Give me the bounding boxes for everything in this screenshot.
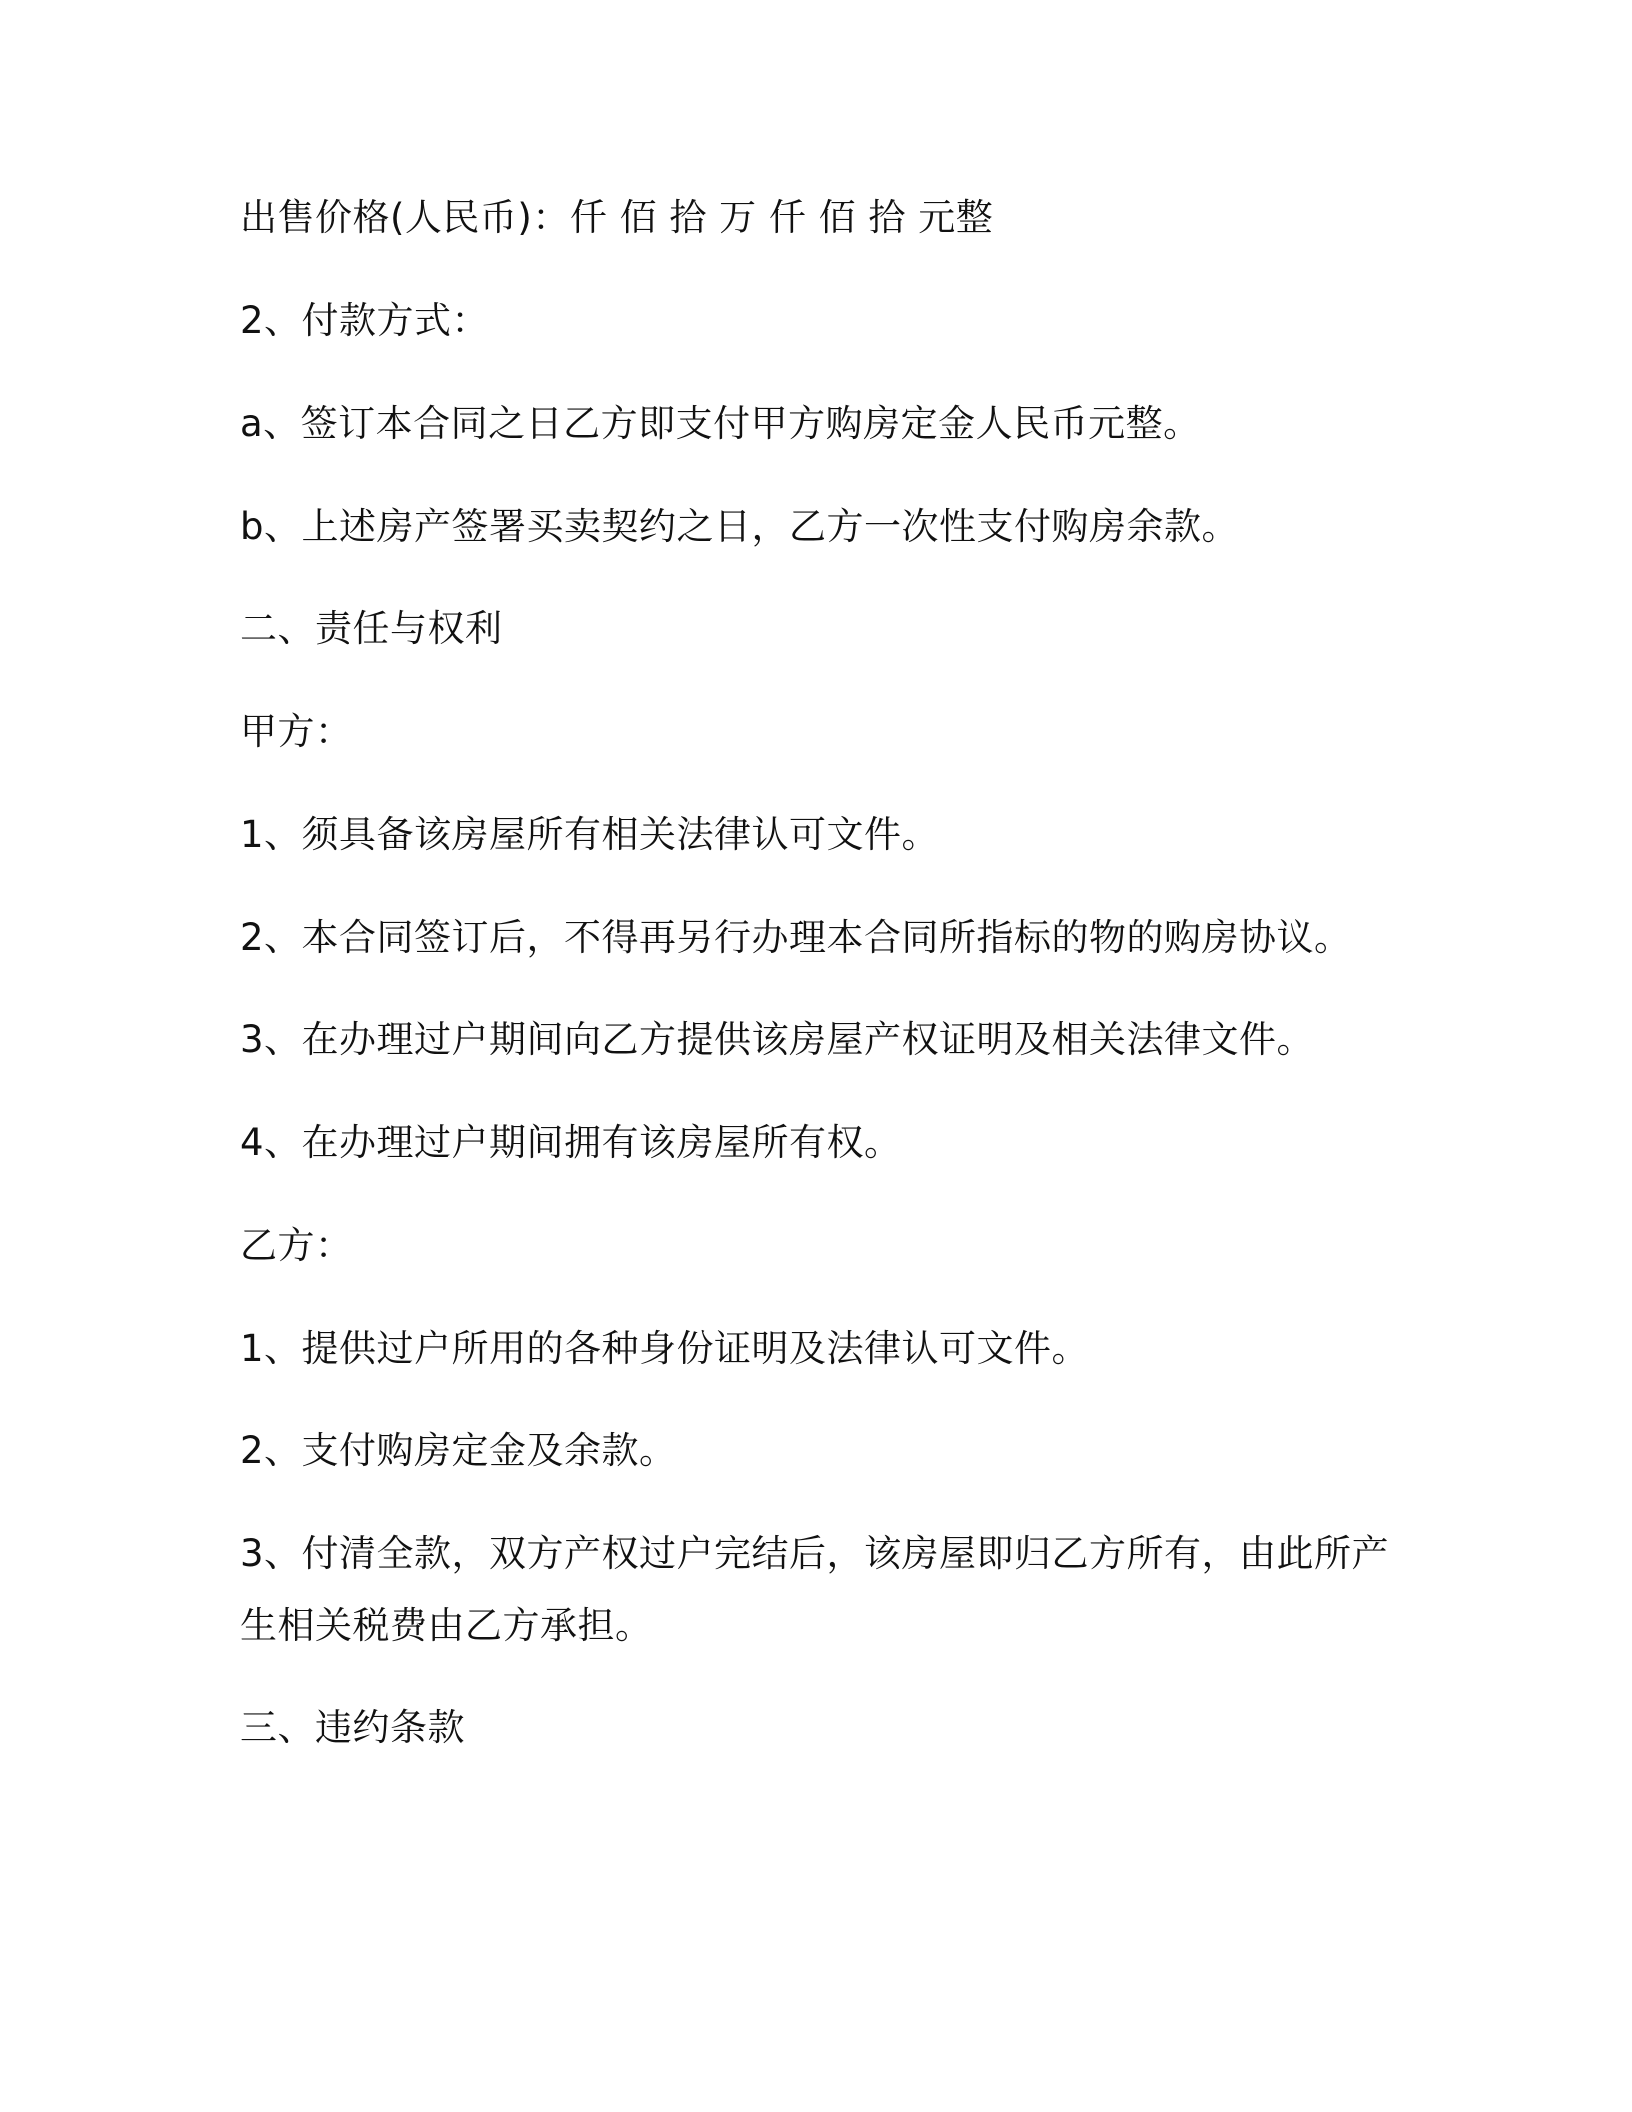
section-heading-breach: 三、违约条款 bbox=[240, 1706, 465, 1749]
payment-method-heading: 2、付款方式： bbox=[240, 299, 490, 342]
party-a-clause-4: 4、在办理过户期间拥有该房屋所有权。 bbox=[240, 1121, 902, 1164]
payment-clause-b: b、上述房产签署买卖契约之日，乙方一次性支付购房余款。 bbox=[240, 505, 1239, 548]
party-a-clause-1: 1、须具备该房屋所有相关法律认可文件。 bbox=[240, 813, 940, 856]
party-b-clause-3-line-1: 3、付清全款，双方产权过户完结后，该房屋即归乙方所有，由此所产 bbox=[240, 1532, 1390, 1575]
party-a-heading: 甲方： bbox=[240, 710, 353, 753]
party-b-clause-1: 1、提供过户所用的各种身份证明及法律认可文件。 bbox=[240, 1327, 1090, 1370]
party-b-heading: 乙方： bbox=[240, 1224, 353, 1267]
party-b-clause-2: 2、支付购房定金及余款。 bbox=[240, 1429, 677, 1472]
party-a-clause-2: 2、本合同签订后，不得再另行办理本合同所指标的物的购房协议。 bbox=[240, 916, 1352, 959]
payment-clause-a: a、签订本合同之日乙方即支付甲方购房定金人民币元整。 bbox=[240, 402, 1201, 445]
sale-price-line: 出售价格(人民币)：仟 佰 拾 万 仟 佰 拾 元整 bbox=[240, 196, 994, 239]
party-b-clause-3-line-2: 生相关税费由乙方承担。 bbox=[240, 1604, 653, 1647]
section-heading-responsibilities: 二、责任与权利 bbox=[240, 607, 503, 650]
party-a-clause-3: 3、在办理过户期间向乙方提供该房屋产权证明及相关法律文件。 bbox=[240, 1018, 1315, 1061]
